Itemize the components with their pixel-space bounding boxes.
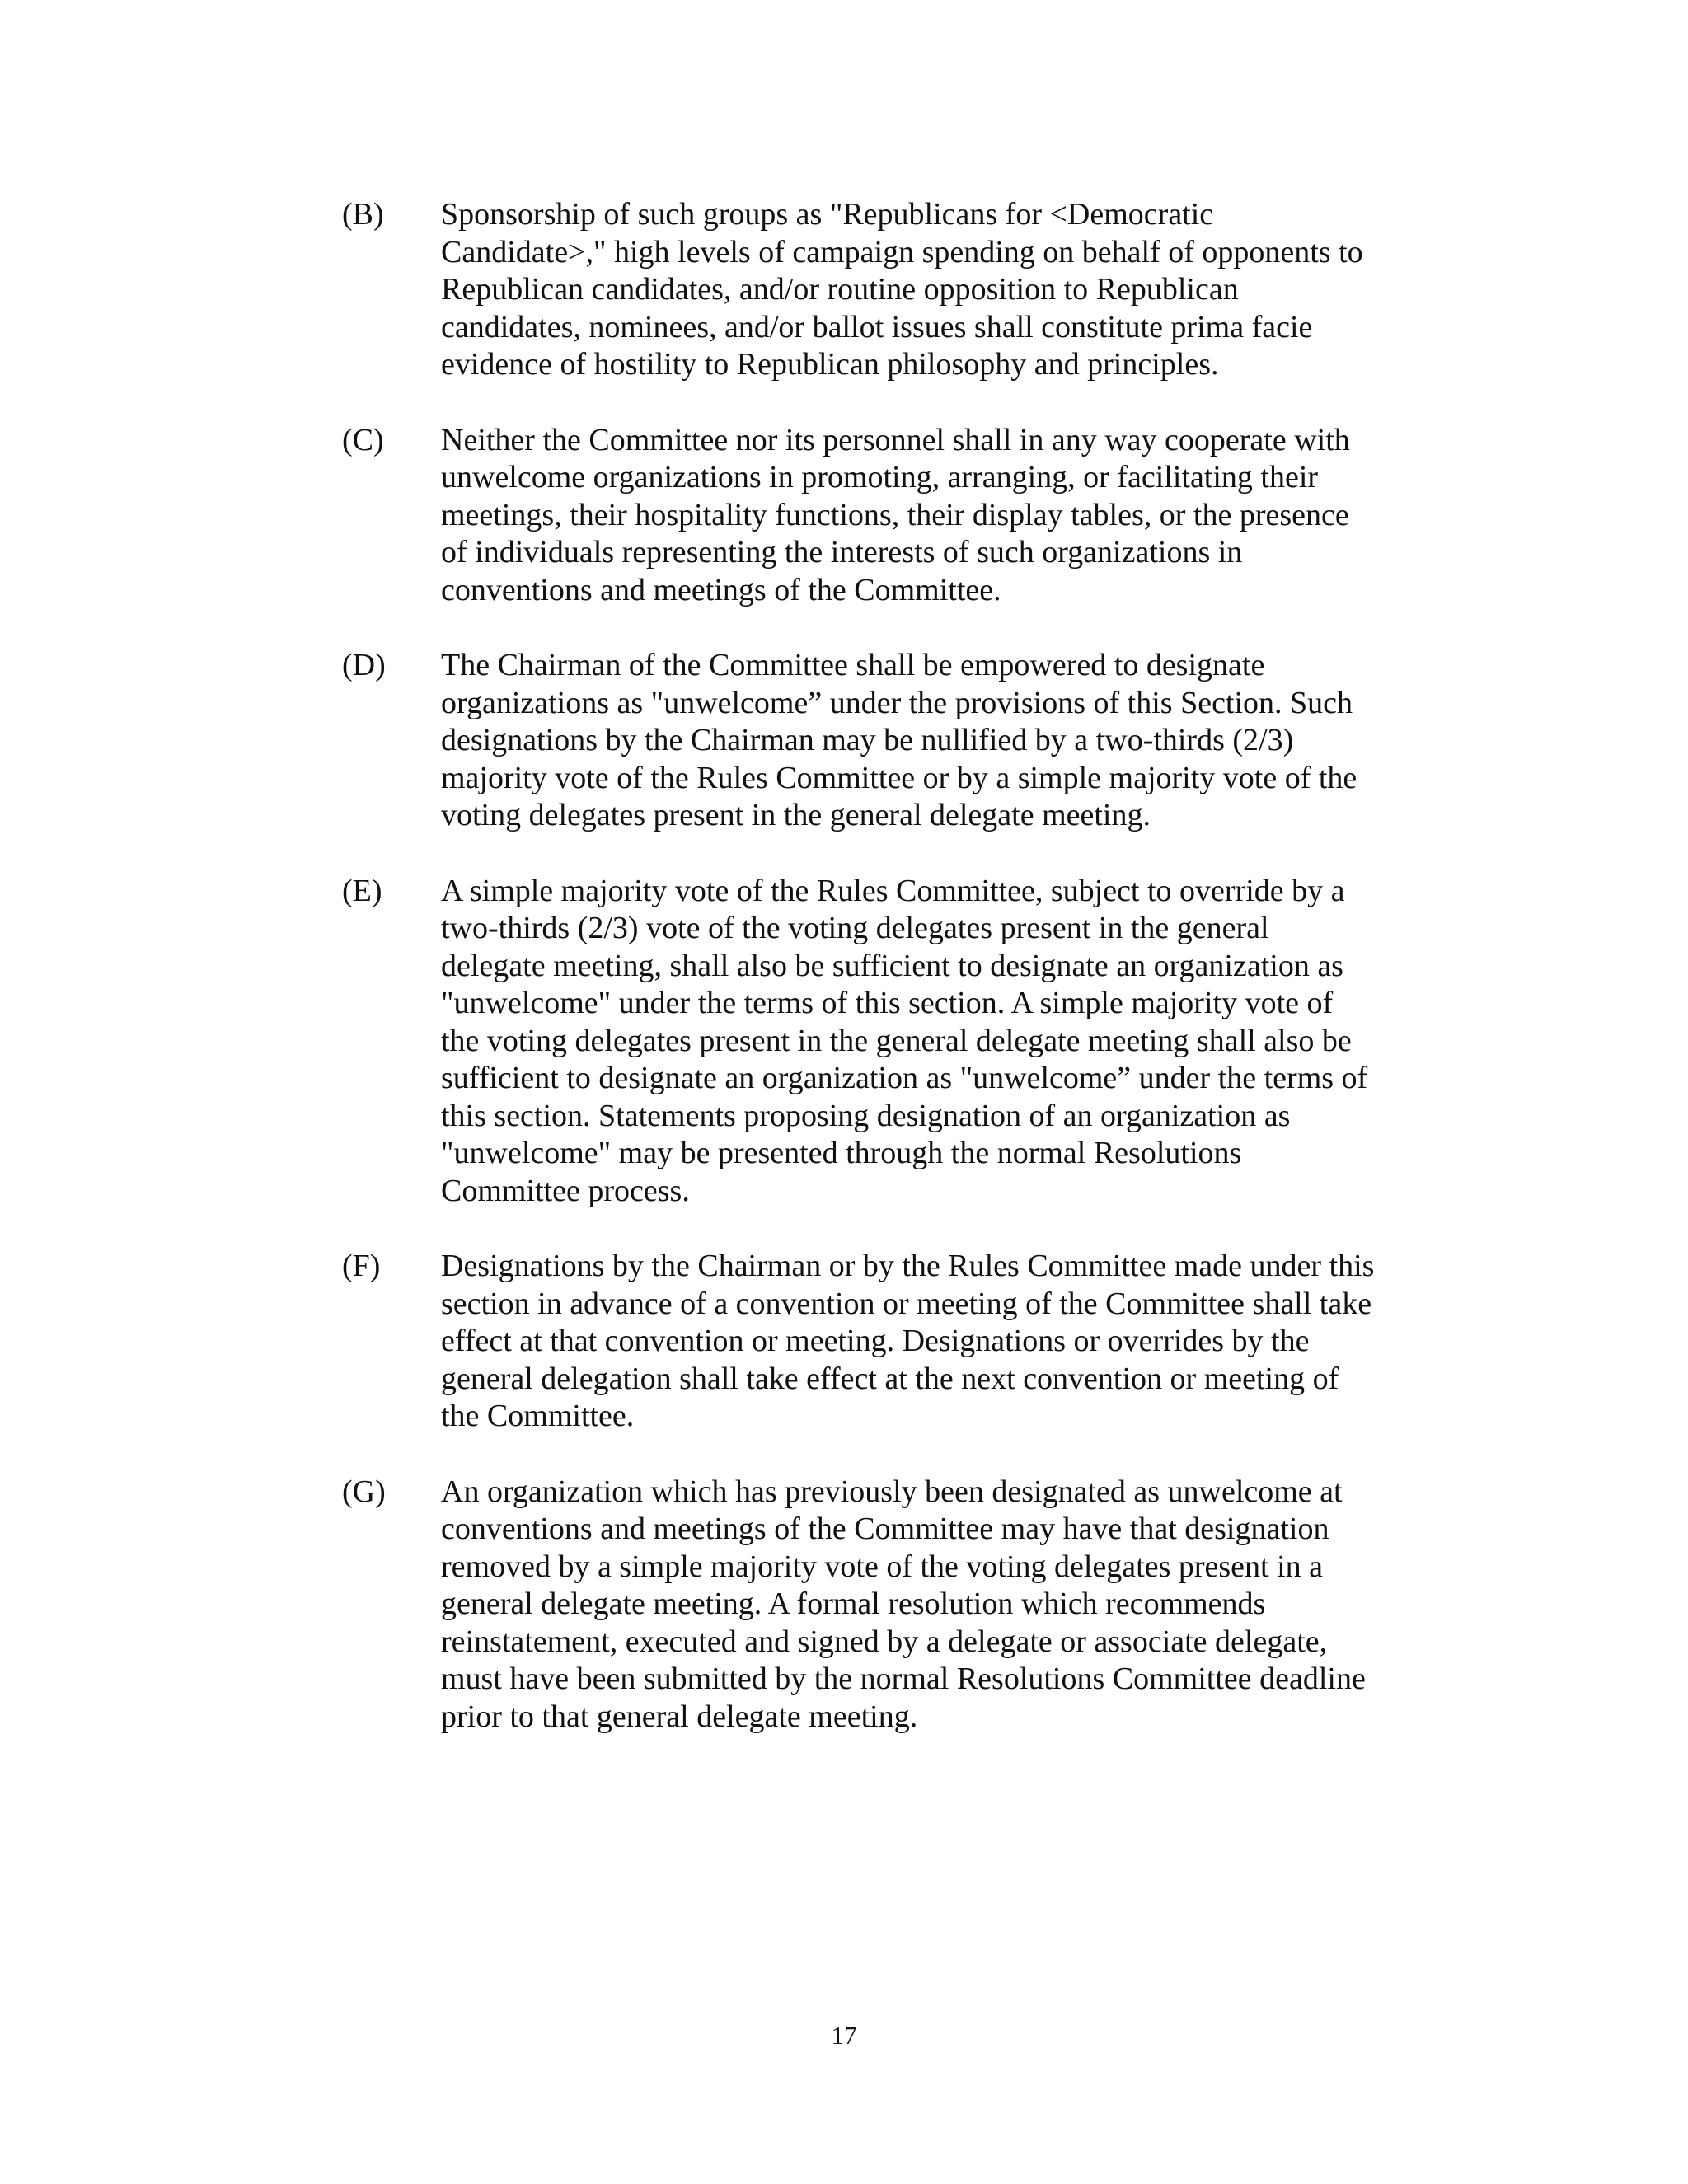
section-d (342, 647, 1430, 835)
section-label: (C) (342, 422, 384, 457)
section-e (342, 873, 1430, 1211)
section-g (342, 1474, 1430, 1736)
section-label: (D) (342, 648, 386, 682)
section-list (342, 196, 1430, 1774)
section-f (342, 1248, 1430, 1436)
section-paragraph: An organization which has previously been designated as unwelcome at conventions and meetings of the Committee may have that designation removed by a simple majority vote of the voting delegates present in a general delegate meeting. A formal resolution which recommends reinstatement, executed and signed by a delegate or associate delegate, must have been submitted by the normal Resolutions Committee deadline prior to that general delegate meeting. (441, 1474, 1366, 1734)
section-paragraph: Designations by the Chairman or by the Rules Committee made under this section in advance of a convention or meeting of the Committee shall take effect at that convention or meeting. Designations or overrides by the general delegation shall take effect at the next convention or meeting of the Committee. (441, 1249, 1375, 1433)
section-paragraph: Sponsorship of such groups as "Republicans for <Democratic Candidate>," high levels of campaign spending on behalf of opponents to Republican candidates, and/or routine opposition to Republican candidates, nominees, and/or ballot issues shall constitute prima facie evidence of hostility to Republican philosophy and principles. (441, 197, 1363, 382)
section-b (342, 196, 1430, 384)
section-label: (B) (342, 197, 384, 232)
section-label: (E) (342, 873, 382, 908)
section-paragraph: The Chairman of the Committee shall be empowered to designate organizations as "unwelcome” under the provisions of this Section. Such designations by the Chairman may be nullified by a two-thirds (2/3) majority vote of the Rules Committee or by a simple majority vote of the voting delegates present in the general delegate meeting. (441, 648, 1357, 832)
page-number: 17 (831, 2021, 857, 2050)
section-label: (G) (342, 1474, 386, 1509)
section-label: (F) (342, 1249, 381, 1283)
section-paragraph: A simple majority vote of the Rules Committee, subject to override by a two-thirds (2/3) vote of the voting delegates present in the general delegate meeting, shall also be sufficient to designate an organization as "unwelcome" under the terms of this section. A simple majority vote of the voting delegates present in the general delegate meeting shall also be sufficient to designate an organization as "unwelcome” under the terms of this section. Statements proposing designation of an organization as "unwelcome" may be presented through the normal Resolutions Committee process. (441, 873, 1368, 1208)
section-paragraph: Neither the Committee nor its personnel shall in any way cooperate with unwelcome organizations in promoting, arranging, or facilitating their meetings, their hospitality functions, their display tables, or the presence of individuals representing the interests of such organizations in conventions and meetings of the Committee. (441, 422, 1350, 607)
section-c (342, 422, 1430, 610)
